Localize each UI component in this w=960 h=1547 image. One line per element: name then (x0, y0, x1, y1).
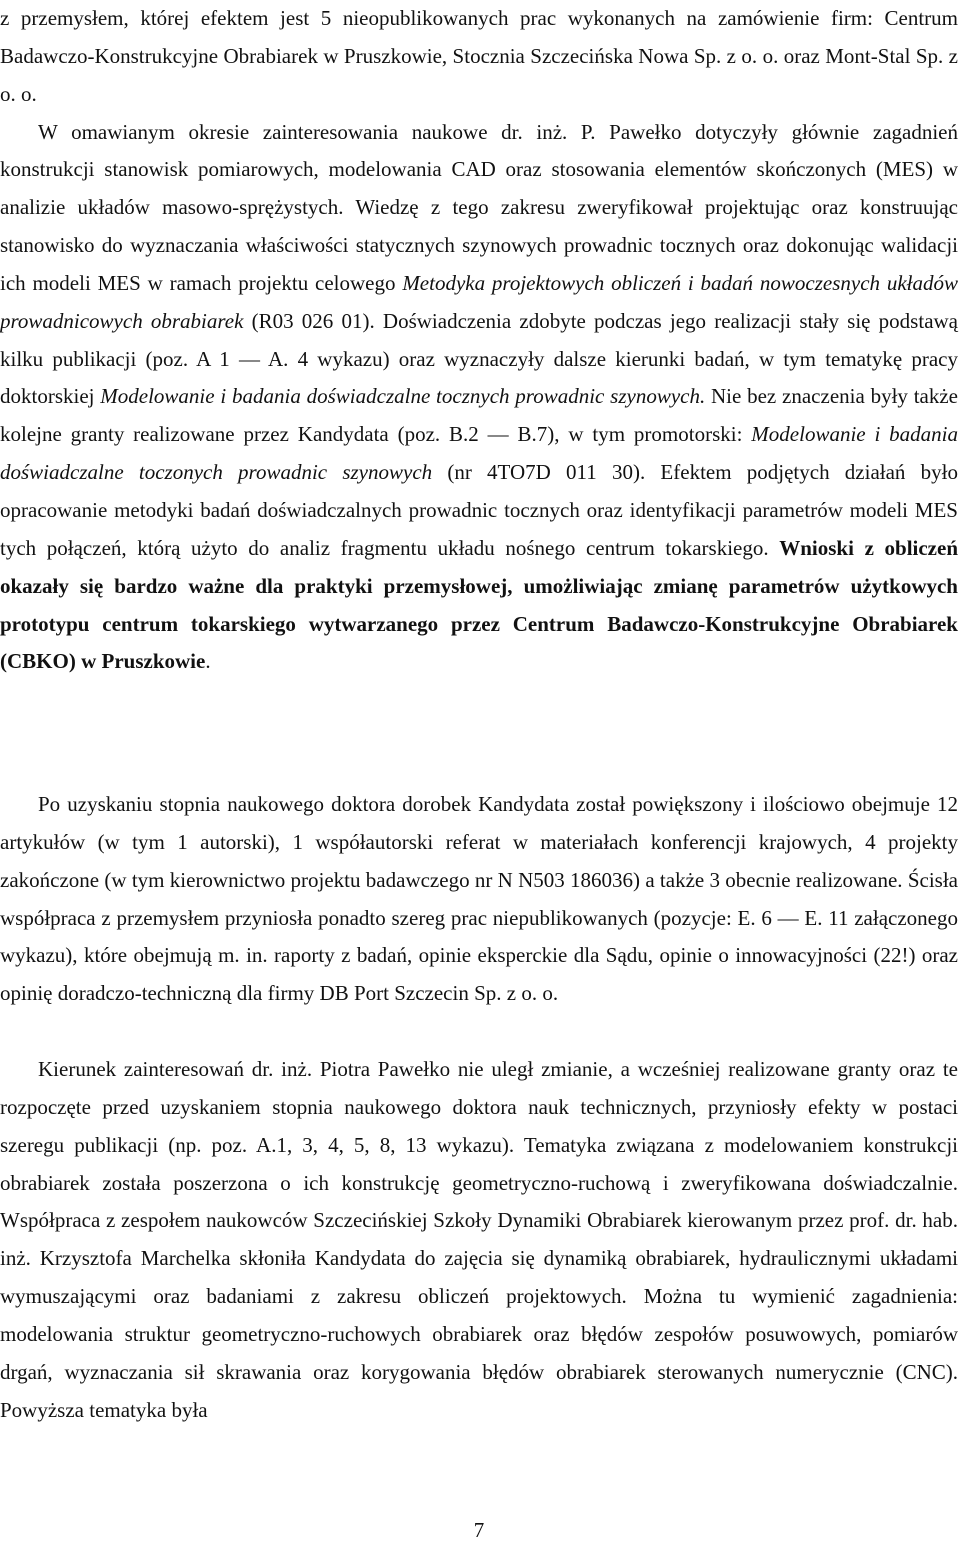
bold-conclusion: Wnioski z obliczeń okazały się bardzo ważne dla praktyki przemysłowej, umożliwiając zmianę parametrów użytkowych prototypu centrum tokarskiego wytwarzanego przez Centrum Badawczo-Konstrukcyjne Obrabiarek (CBKO) w Pruszkowie (0, 535, 958, 674)
paragraph-text: (R03 026 01). Doświadczenia zdobyte podczas jego realizacji stały się podstawą kilku publikacji (poz. A 1 — A. 4 wykazu) oraz wyznaczyły dalsze kierunki badań, w tym tematykę pracy doktorskiej (0, 308, 958, 409)
paragraph (0, 786, 958, 1013)
paragraph-text: (nr 4TO7D 011 30). Efektem podjętych działań było opracowanie metodyki badań doświadczalnych prowadnic tocznych oraz identyfikacji parametrów modeli MES tych połączeń, którą użyto do analiz fragmentu układu nośnego centrum tokarskiego. (0, 460, 958, 560)
paragraph-text: z przemysłem, której efektem jest 5 nieopublikowanych prac wykonanych na zamówienie firm: Centrum Badawczo-Konstrukcyjne Obrabiarek w Pruszkowie, Stocznia Szczecińska Nowa Sp. z o. o. oraz Mont-Stal Sp. z o. o. (0, 6, 958, 106)
paragraph-text: Kierunek zainteresowań dr. inż. Piotra Pawełko nie uległ zmianie, a wcześniej realizowane granty oraz te rozpoczęte przed uzyskaniem stopnia naukowego doktora nauk technicznych, przyniosły efekty w postaci szeregu publikacji (np. poz. A.1, 3, 4, 5, 8, 13 wykazu). Tematyka związana z modelowaniem konstrukcji obrabiarek została poszerzona o ich konstrukcję geometryczno-ruchową i zweryfikowana doświadczalnie. Współpraca z zespołem naukowców Szczecińskiej Szkoły Dynamiki Obrabiarek kierowanym przez prof. dr. hab. inż. Krzysztofa Marchelka skłoniła Kandydata do zajęcia się dynamiką obrabiarek, hydraulicznymi układami wymuszającymi oraz badaniami z zakresu obliczeń projektowych. Można tu wymienić zagadnienia: modelowania struktur geometryczno-ruchowych obrabiarek oraz błędów zespołów posuwowych, pomiarów drgań, wyznaczania sił skrawania oraz korygowania błędów obrabiarek sterowanych numerycznie (CNC). Powyższa tematyka była (0, 1057, 958, 1422)
page-number: 7 (473, 1518, 485, 1542)
paragraph (0, 0, 958, 681)
paragraph-text: Nie bez znaczenia były także kolejne granty realizowane przez Kandydata (poz. B.2 — B.7), w tym promotorski: (0, 384, 958, 447)
paragraph (0, 1051, 958, 1429)
italic-title: Modelowanie i badania doświadczalne toczonych prowadnic szynowych (0, 422, 958, 485)
italic-title: Metodyka projektowych obliczeń i badań nowoczesnych układów prowadnicowych obrabiarek (0, 270, 958, 333)
italic-title: Modelowanie i badania doświadczalne tocznych prowadnic szynowych. (100, 384, 706, 409)
paragraph-text: W omawianym okresie zainteresowania naukowe dr. inż. P. Pawełko dotyczyły głównie zagadnień konstrukcji stanowisk pomiarowych, modelowania CAD oraz stosowania elementów skończonych (MES) w analizie układów masowo-sprężystych. Wiedzę z tego zakresu zweryfikował projektując oraz konstruując stanowisko do wyznaczania właściwości statycznych szynowych prowadnic tocznych oraz dokonując walidacji ich modeli MES w ramach projektu celowego (0, 119, 958, 295)
paragraph-text: Po uzyskaniu stopnia naukowego doktora dorobek Kandydata został powiększony i ilościowo obejmuje 12 artykułów (w tym 1 autorski), 1 współautorski referat w materiałach konferencji krajowych, 4 projekty zakończone (w tym kierownictwo projektu badawczego nr N N503 186036) a także 3 obecnie realizowane. Ścisła współpraca z przemysłem przyniosła ponadto szereg prac niepublikowanych (pozycje: E. 6 — E. 11 załączonego wykazu), które obejmują m. in. raporty z badań, opinie eksperckie dla Sądu, opinie o innowacyjności (22!) oraz opinię doradczo-techniczną dla firmy DB Port Szczecin Sp. z o. o. (0, 792, 958, 1006)
paragraph-text: . (205, 649, 211, 674)
